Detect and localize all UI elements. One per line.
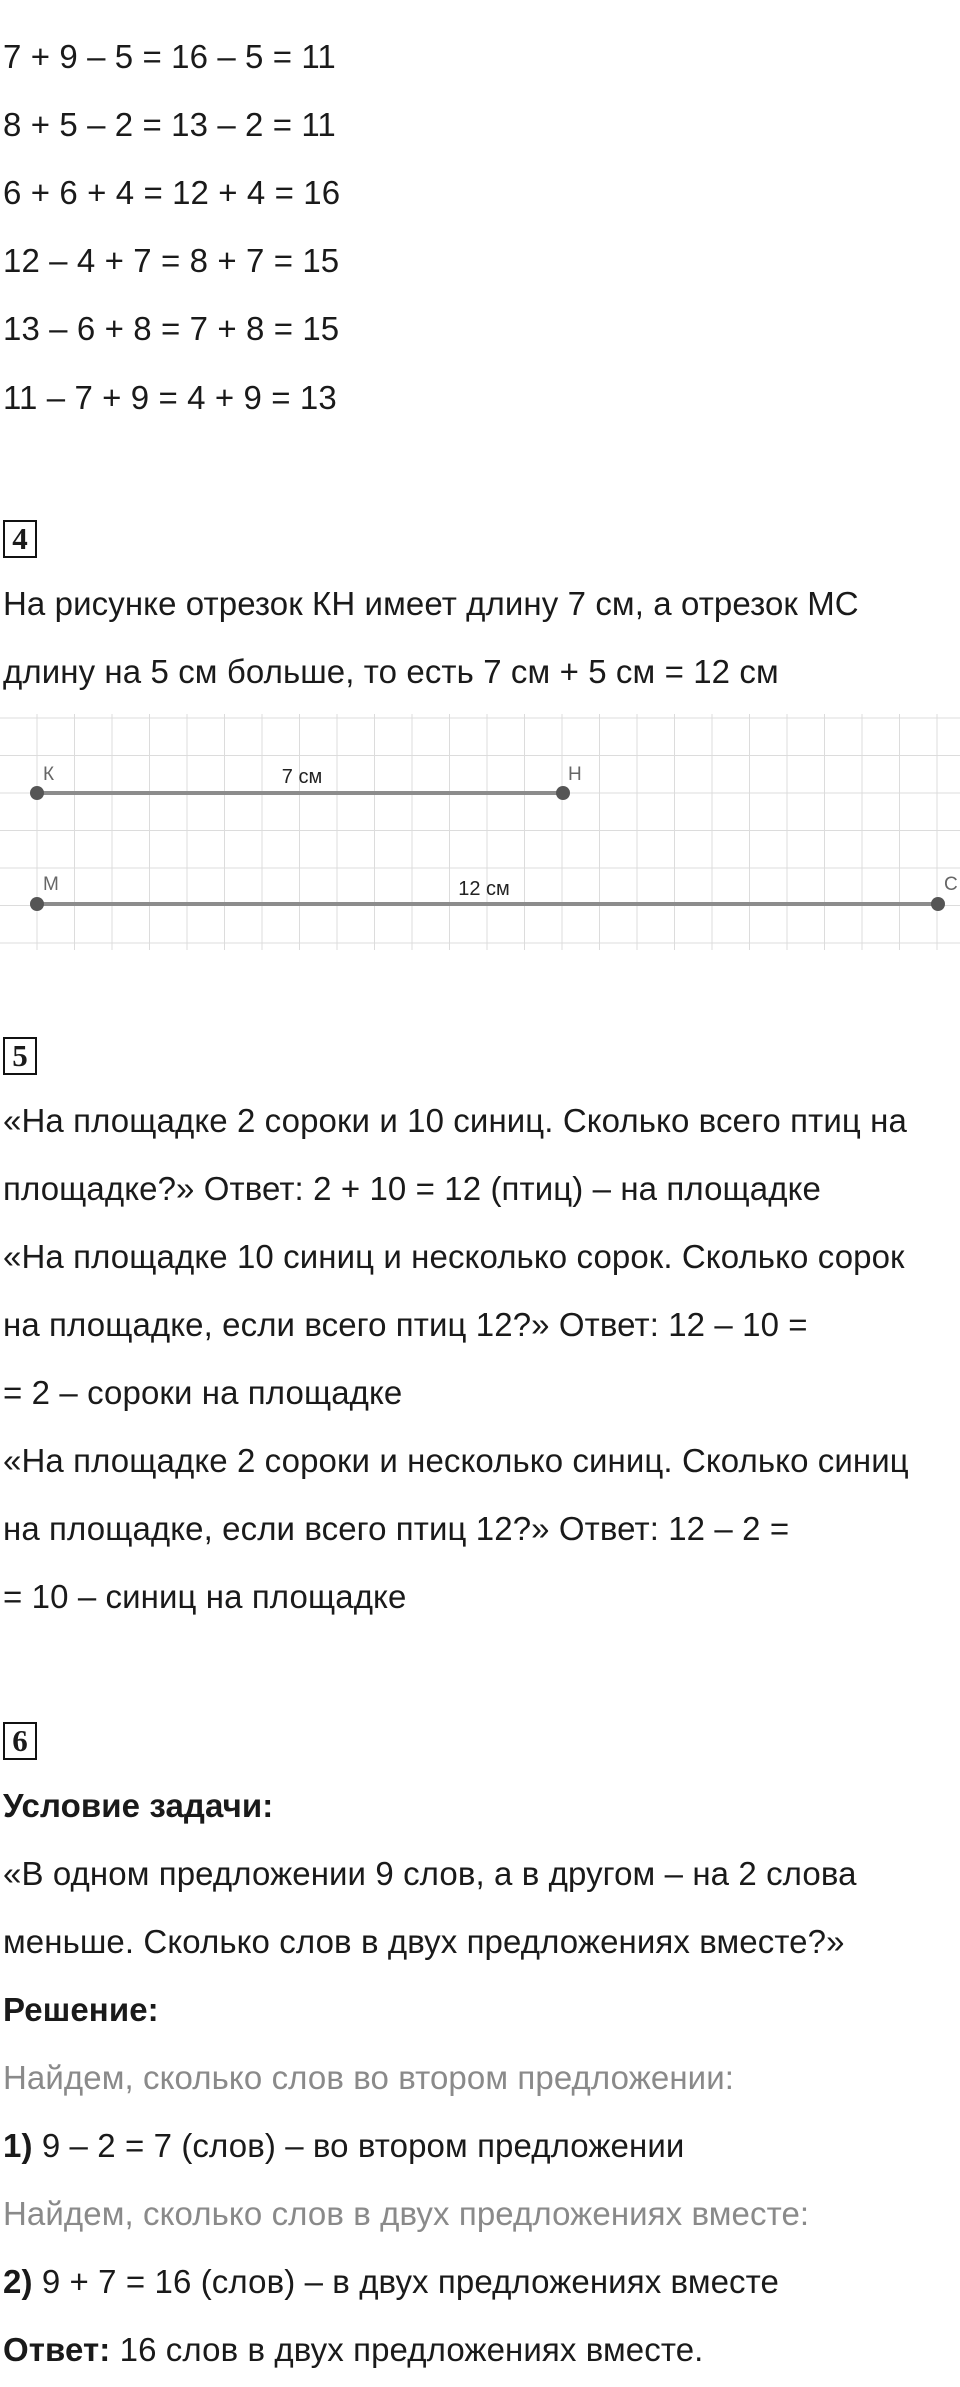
solution-hint: Найдем, сколько слов в двух предложениях вместе: <box>3 2195 810 2232</box>
step-number: 2) <box>3 2263 33 2300</box>
label-length-kh: 7 см <box>281 766 323 788</box>
task5-text: на площадке, если всего птиц 12?» Ответ: 12 – 10 = <box>3 1306 808 1343</box>
label-m: М <box>43 874 59 895</box>
equation-line: 12 – 4 + 7 = 8 + 7 = 15 <box>3 242 340 279</box>
task5-text: площадке?» Ответ: 2 + 10 = 12 (птиц) – на площадке <box>3 1170 821 1207</box>
solution-step-2 <box>3 2262 779 2302</box>
task5-text: «На площадке 2 сороки и несколько синиц. Сколько синиц <box>3 1442 909 1479</box>
task5-text: = 10 – синиц на площадке <box>3 1578 407 1615</box>
task-number-6: 6 <box>3 1722 37 1760</box>
solution-hint: Найдем, сколько слов во втором предложении: <box>3 2059 734 2096</box>
task4-text: длину на 5 см больше, то есть 7 см + 5 см = 12 см <box>3 653 779 690</box>
task-number-5: 5 <box>3 1037 37 1075</box>
step-number: 1) <box>3 2127 33 2164</box>
label-h: Н <box>568 764 582 785</box>
task5-text: на площадке, если всего птиц 12?» Ответ: 12 – 2 = <box>3 1510 790 1547</box>
equation-line: 13 – 6 + 8 = 7 + 8 = 15 <box>3 310 340 347</box>
task5-text: = 2 – сороки на площадке <box>3 1374 403 1411</box>
equation-line: 7 + 9 – 5 = 16 – 5 = 11 <box>3 38 336 75</box>
equation-line: 11 – 7 + 9 = 4 + 9 = 13 <box>3 379 337 416</box>
solution-step-1 <box>3 2126 684 2166</box>
solution-heading: Решение: <box>3 1991 159 2028</box>
label-k: К <box>43 764 55 785</box>
point-m <box>30 897 44 911</box>
label-c: С <box>944 874 958 895</box>
task5-text: «На площадке 2 сороки и 10 синиц. Сколько всего птиц на <box>3 1102 907 1139</box>
point-k <box>30 786 44 800</box>
point-c <box>931 897 945 911</box>
condition-text: меньше. Сколько слов в двух предложениях вместе?» <box>3 1923 845 1960</box>
grid-background <box>0 714 960 950</box>
answer-line <box>3 2330 703 2370</box>
condition-text: «В одном предложении 9 слов, а в другом – на 2 слова <box>3 1855 857 1892</box>
point-h <box>556 786 570 800</box>
segments-figure <box>0 714 960 950</box>
equation-line: 6 + 6 + 4 = 12 + 4 = 16 <box>3 174 341 211</box>
task5-text: «На площадке 10 синиц и несколько сорок. Сколько сорок <box>3 1238 905 1275</box>
step-text: 9 – 2 = 7 (слов) – во втором предложении <box>32 2127 685 2164</box>
condition-heading: Условие задачи: <box>3 1787 274 1824</box>
answer-text: 16 слов в двух предложениях вместе. <box>110 2331 704 2368</box>
equation-line: 8 + 5 – 2 = 13 – 2 = 11 <box>3 106 336 143</box>
label-length-mc: 12 см <box>458 878 510 900</box>
answer-label: Ответ: <box>3 2331 111 2368</box>
task-number-4: 4 <box>3 520 37 558</box>
step-text: 9 + 7 = 16 (слов) – в двух предложениях вместе <box>32 2263 779 2300</box>
task4-text: На рисунке отрезок КН имеет длину 7 см, а отрезок МС <box>3 585 859 622</box>
